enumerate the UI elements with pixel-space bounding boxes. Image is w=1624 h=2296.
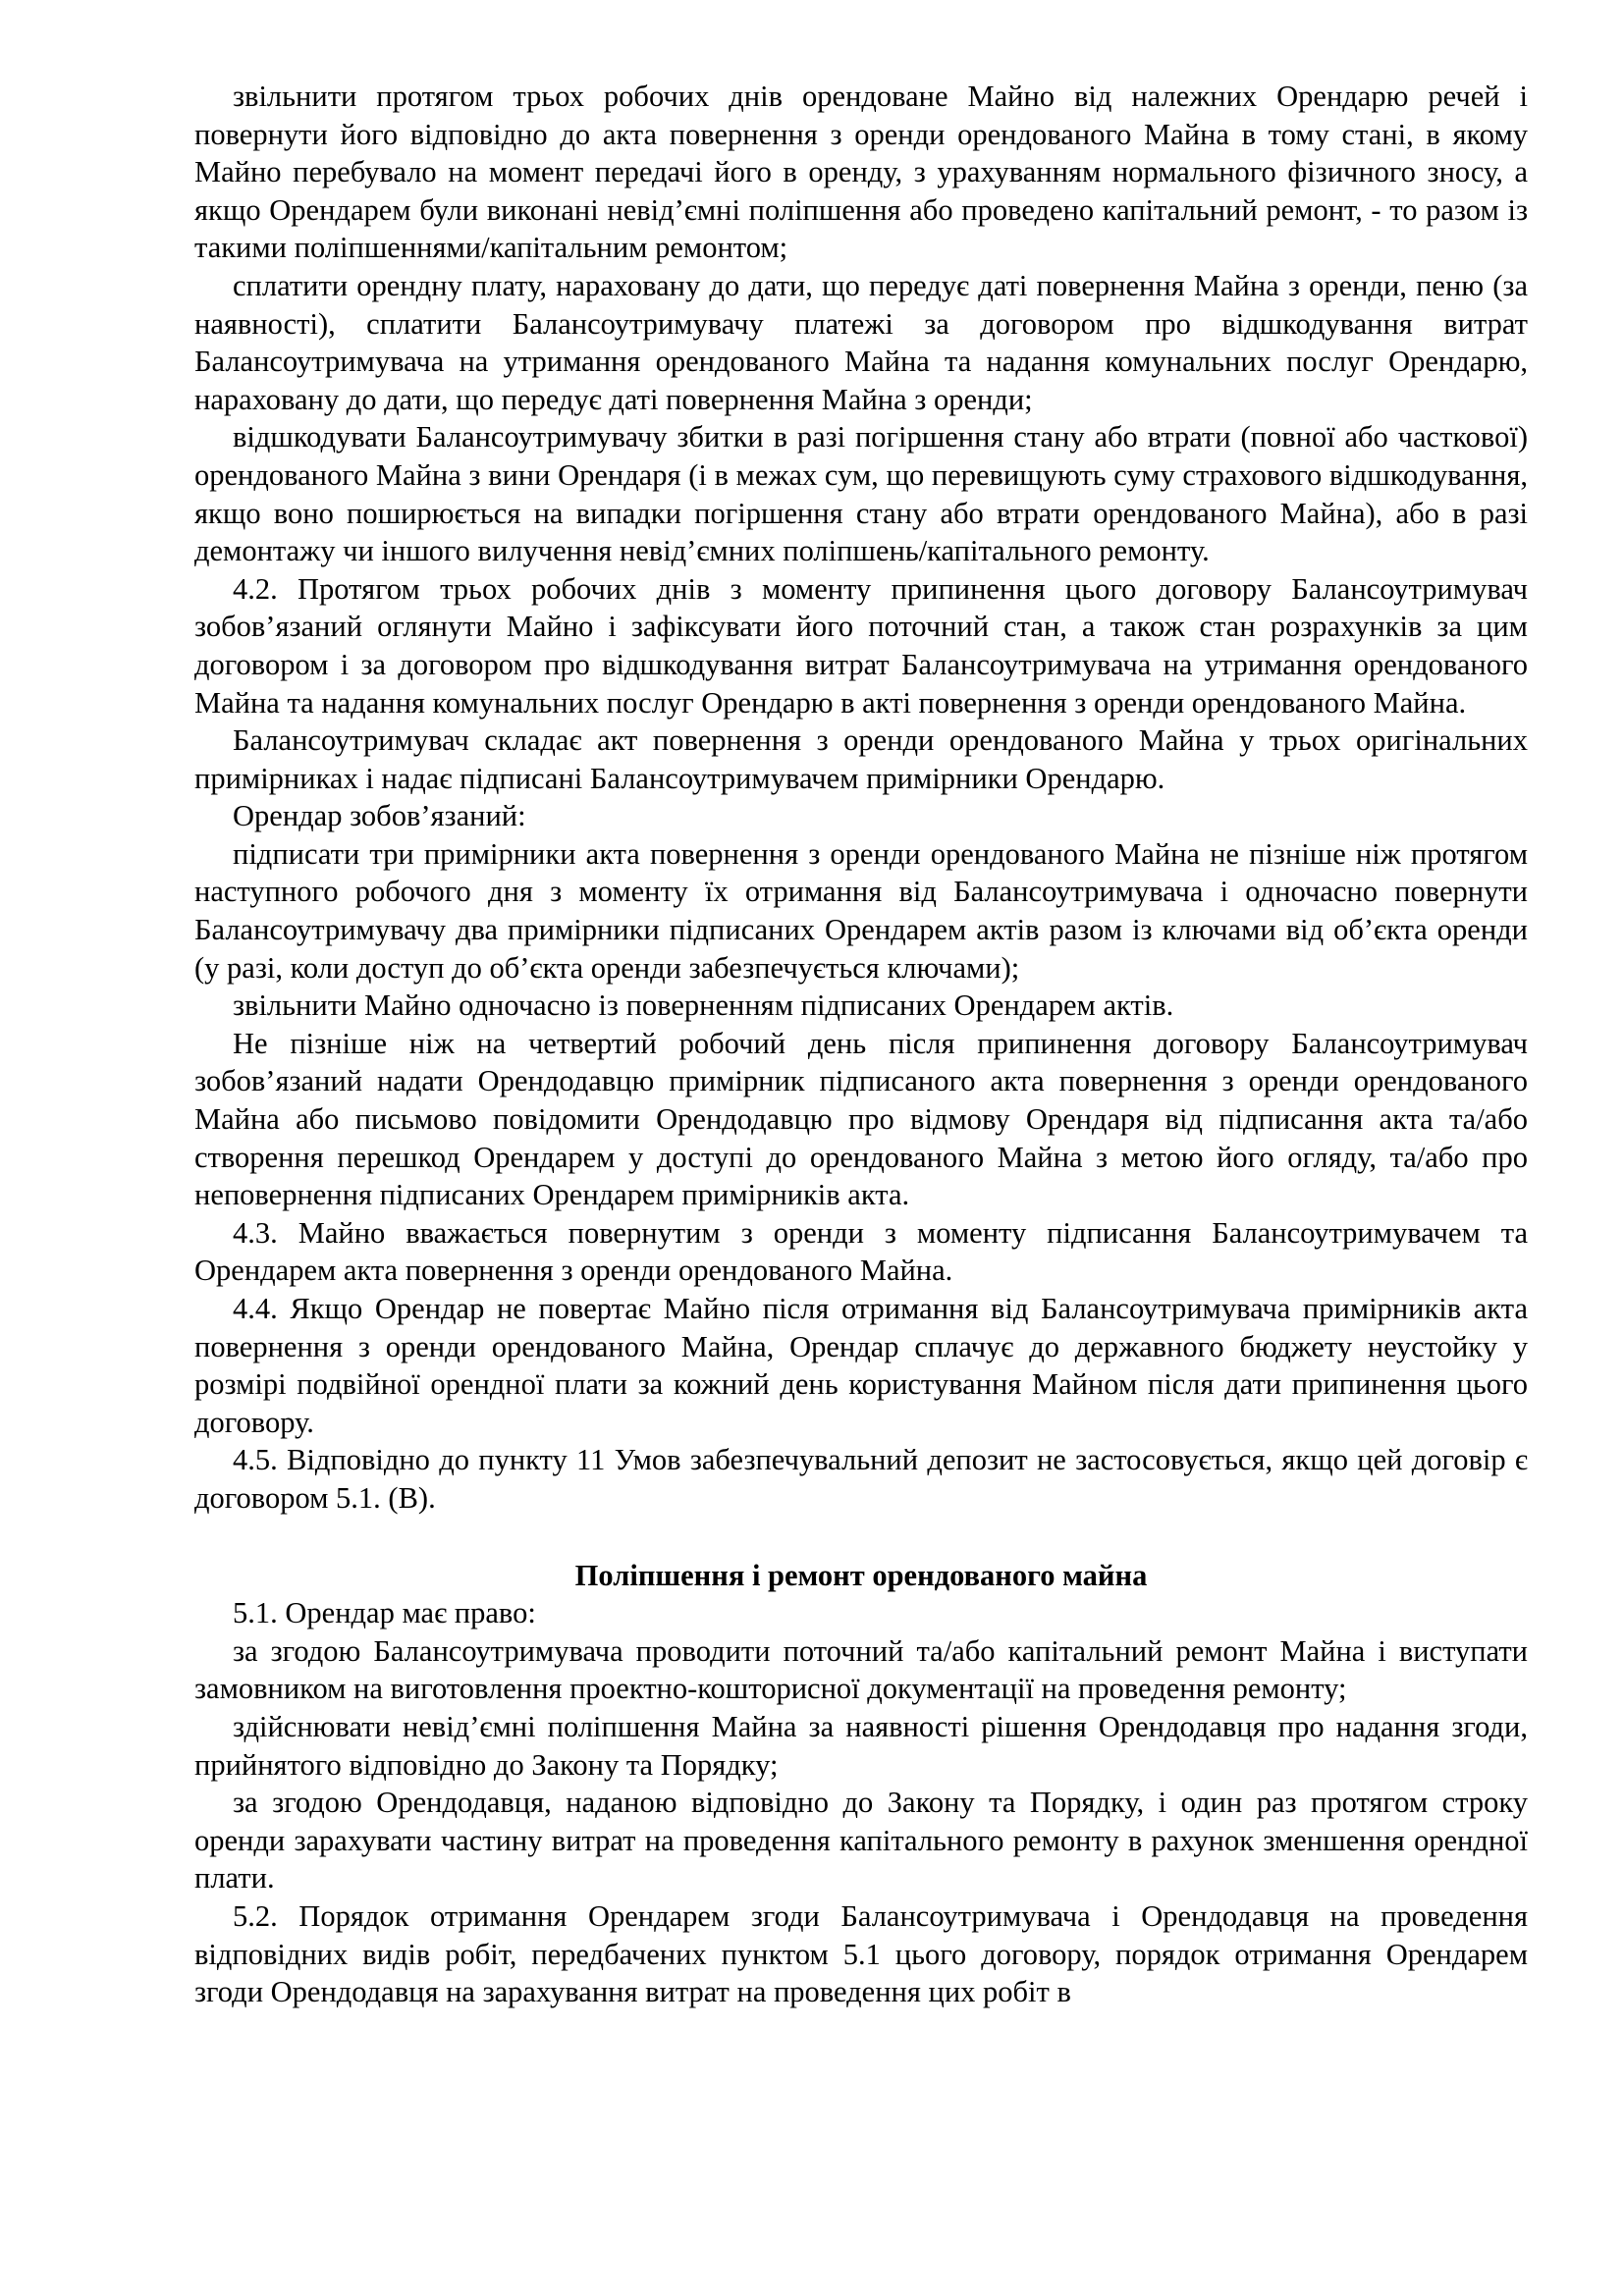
- paragraph-4-3: 4.3. Майно вважається повернутим з оренди з моменту підписання Балансоутримувачем та Орендарем акта повернення з оренди орендованого Майна.: [194, 1215, 1528, 1288]
- paragraph-4-2: 4.2. Протягом трьох робочих днів з моменту припинення цього договору Балансоутримувач зобов’язаний оглянути Майно і зафіксувати його поточний стан, а також стан розрахунків за цим договором і за договором про відшкодування витрат Балансоутримувача на утримання орендованого Майна та надання комунальних послуг Орендарю в акті повернення з оренди орендованого Майна.: [194, 571, 1528, 720]
- paragraph-repair-consent: за згодою Балансоутримувача проводити поточний та/або капітальний ремонт Майна і виступати замовником на виготовлення проектно-кошторисної документації на проведення ремонту;: [194, 1633, 1528, 1706]
- paragraph-4-4: 4.4. Якщо Орендар не повертає Майно після отримання від Балансоутримувача примірників акта повернення з оренди орендованого Майна, Орендар сплачує до державного бюджету неустойку у розмірі подвійної орендної плати за кожний день користування Майном після дати припинення цього договору.: [194, 1292, 1528, 1439]
- paragraph-5-2: 5.2. Порядок отримання Орендарем згоди Балансоутримувача і Орендодавця на проведення відповідних видів робіт, передбачених пунктом 5.1 цього договору, порядок отримання Орендарем згоди Орендодавця на зарахування витрат на проведення цих робіт в: [194, 1898, 1528, 2009]
- paragraph-compensate-losses: відшкодувати Балансоутримувачу збитки в разі погіршення стану або втрати (повної або часткової) орендованого Майна з вини Орендаря (і в межах сум, що перевищують суму страхового відшкодування, якщо воно поширюється на випадки погіршення стану або втрати орендованого Майна), або в разі демонтажу чи іншого вилучення невід’ємних поліпшень/капітального ремонту.: [194, 420, 1528, 568]
- section-heading: Поліпшення і ремонт орендованого майна: [574, 1558, 1148, 1592]
- paragraph-fourth-day: Не пізніше ніж на четвертий робочий день після припинення договору Балансоутримувач зобов’язаний надати Орендодавцю примірник підписаного акта повернення з оренди орендованого Майна або письмово повідомити Орендодавцю про відмову Орендаря від підписання акта та/або створення перешкод Орендарем у доступі до орендованого Майна з метою його огляду, та/або про неповернення підписаних Орендарем примірників акта.: [194, 1026, 1528, 1212]
- paragraph-4-5: 4.5. Відповідно до пункту 11 Умов забезпечувальний депозит не застосовується, якщо цей договір є договором 5.1. (В).: [194, 1443, 1528, 1515]
- paragraph-offset-costs: за згодою Орендодавця, наданою відповідно до Закону та Порядку, і один раз протягом строку оренди зарахувати частину витрат на проведення капітального ремонту в рахунок зменшення орендної плати.: [194, 1786, 1528, 1896]
- paragraph-pay-rent: сплатити орендну плату, нараховану до дати, що передує даті повернення Майна з оренди, пеню (за наявності), сплатити Балансоутримувачу платежі за договором про відшкодування витрат Балансоутримувача на утримання орендованого Майна та надання комунальних послуг Орендарю, нараховану до дати, що передує даті повернення Майна з оренди;: [194, 268, 1528, 416]
- paragraph-improvements: здійснювати невід’ємні поліпшення Майна за наявності рішення Орендодавця про надання згоди, прийнятого відповідно до Закону та Порядку;: [194, 1709, 1528, 1782]
- paragraph-return-act: Балансоутримувач складає акт повернення з оренди орендованого Майна у трьох оригінальних примірниках і надає підписані Балансоутримувачем примірники Орендарю.: [194, 723, 1528, 795]
- document-page: [194, 78, 1528, 2011]
- paragraph-tenant-obligations: Орендар зобов’язаний:: [233, 799, 526, 833]
- paragraph-vacate-property: звільнити протягом трьох робочих днів орендоване Майно від належних Орендарю речей і повернути його відповідно до акта повернення з оренди орендованого Майна в тому стані, в якому Майно перебувало на момент передачі його в оренду, з урахуванням нормального фізичного зносу, а якщо Орендарем були виконані невід’ємні поліпшення або проведено капітальний ремонт, - то разом із такими поліпшеннями/капітальним ремонтом;: [194, 80, 1528, 265]
- paragraph-5-1: 5.1. Орендар має право:: [233, 1596, 536, 1630]
- paragraph-sign-copies: підписати три примірники акта повернення з оренди орендованого Майна не пізніше ніж протягом наступного робочого дня з моменту їх отримання від Балансоутримувача і одночасно повернути Балансоутримувачу два примірники підписаних Орендарем актів разом із ключами від об’єкта оренди (у разі, коли доступ до об’єкта оренди забезпечується ключами);: [194, 836, 1528, 985]
- paragraph-release-property: звільнити Майно одночасно із поверненням підписаних Орендарем актів.: [233, 988, 1174, 1023]
